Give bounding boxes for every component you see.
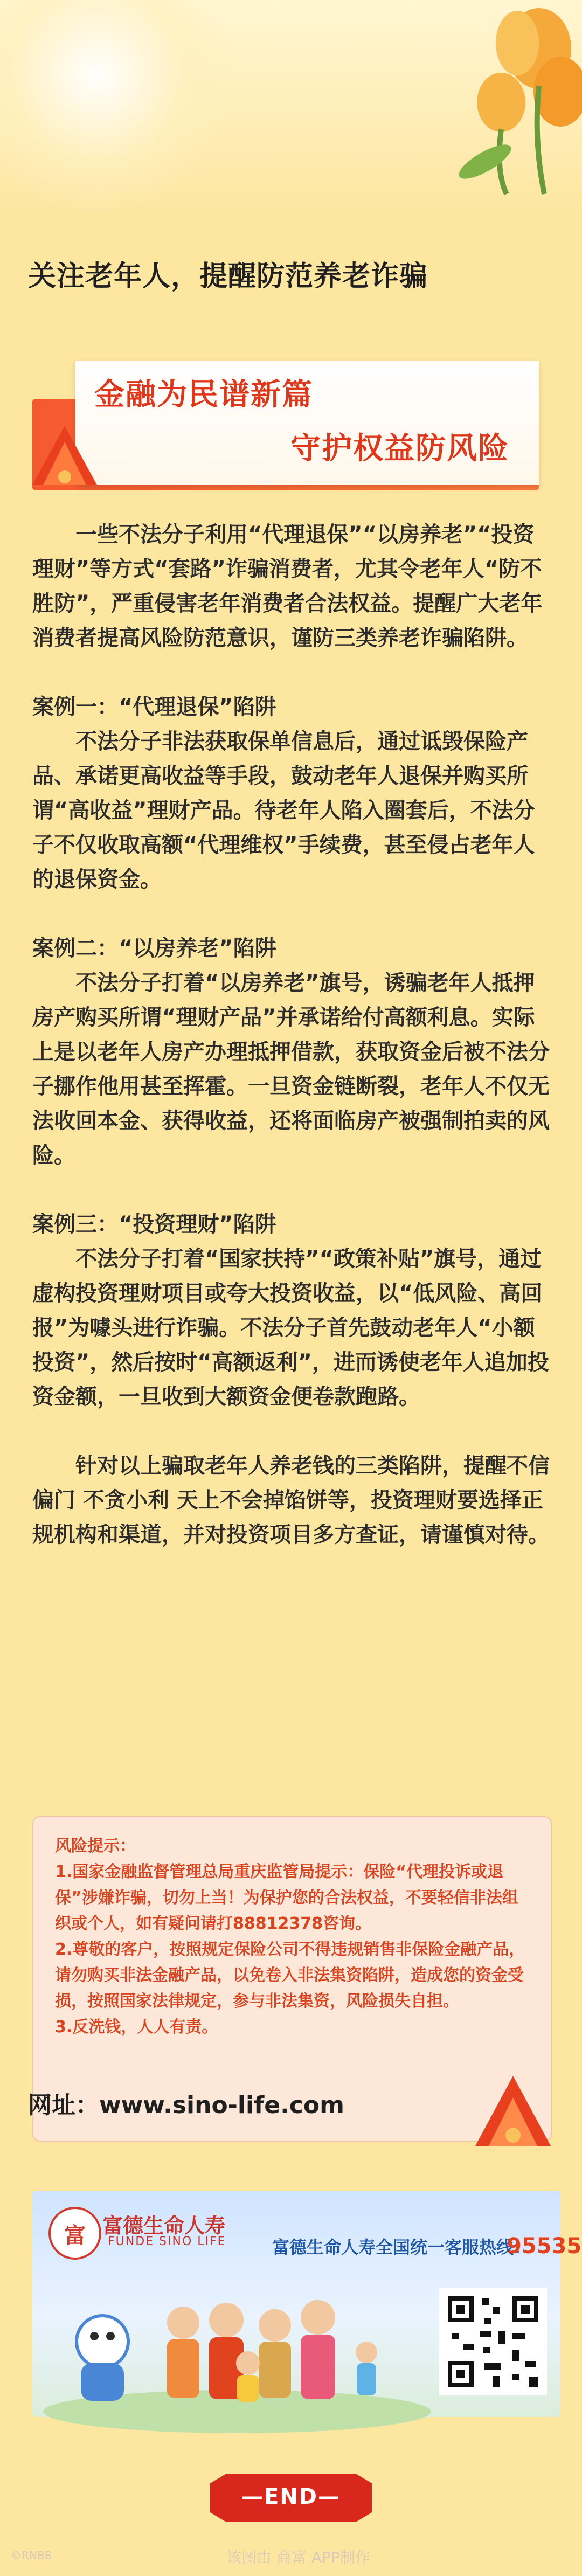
page-title: 关注老年人，提醒防范养老诈骗	[28, 260, 428, 293]
company-logo	[48, 2207, 101, 2260]
case-1-text: 不法分子非法获取保单信息后，通过诋毁保险产品、承诺更高收益等手段，鼓动老年人退保并购买所谓“高收益”理财产品。待老年人陷入圈套后，不法分子不仅收取高额“代理维权”手续费，甚至侵占老年人的退保资金。	[32, 729, 535, 892]
case-2-text: 不法分子打着“以房养老”旗号，诱骗老年人抵押房产购买所谓“理财产品”并承诺给付高额利息。实际上是以老年人房产办理抵押借款，获取资金后被不法分子挪作他用甚至挥霍。一旦资金链断裂，老年人不仅无法收回本金、获得收益，还将面临房产被强制拍卖的风险。	[32, 971, 550, 1168]
hotline-number: 95535	[507, 2234, 582, 2259]
tulip-flowers-icon	[420, 0, 582, 194]
end-label: —END—	[241, 2484, 341, 2509]
summary-paragraph: 针对以上骗取老年人养老钱的三类陷阱，提醒不信 偏门 不贪小利 天上不会掉馅饼等，投资理财要选择正规机构和渠道，并对投资项目多方查证，请谨慎对待。	[32, 1453, 550, 1547]
slogan-banner	[32, 334, 550, 517]
end-marker	[210, 2474, 372, 2522]
banner-line-1: 金融为民谱新篇	[94, 377, 313, 412]
header-illustration	[0, 0, 582, 216]
fan-ornament-icon	[27, 415, 102, 490]
banner-line-2: 守护权益防风险	[290, 431, 509, 466]
company-ad-card	[32, 2191, 582, 2417]
website-link[interactable]: 网址：www.sino-life.com	[28, 2092, 344, 2119]
article-body	[32, 517, 550, 1552]
watermark-right: 该图由 商富 APP制作	[226, 2549, 370, 2566]
risk-item-2: 2.尊敬的客户，按照规定保险公司不得违规销售非保险金融产品，请勿购买非法金融产品，以免卷入非法集资陷阱，造成您的资金受损，按照国家法律规定，参与非法集资，风险损失自担。	[55, 1940, 525, 2011]
risk-heading: 风险提示：	[55, 1837, 136, 1855]
logo-char: 富	[64, 2224, 86, 2248]
case-3-title: 案例三：“投资理财”陷阱	[32, 1212, 276, 1237]
case-1-title: 案例一：“代理退保”陷阱	[32, 695, 276, 719]
hotline-label: 富德生命人寿全国统一客服热线：	[272, 2237, 531, 2258]
watermark-left: ©RNBB	[11, 2549, 52, 2562]
intro-paragraph: 一些不法分子利用“代理退保”“以房养老”“投资理财”等方式“套路”诈骗消费者，尤其令老年人“防不胜防”，严重侵害老年消费者合法权益。提醒广大老年消费者提高风险防范意识，谨防三类养老诈骗陷阱。	[32, 522, 543, 650]
sunlight	[0, 0, 237, 216]
risk-item-1: 1.国家金融监督管理总局重庆监管局提示：保险“代理投诉或退保”涉嫌诈骗，切勿上当！为保护您的合法权益，不要轻信非法组织或个人，如有疑问请打88812378咨询。	[55, 1862, 518, 1933]
family-illustration	[43, 2272, 431, 2417]
brand-name-en: FUNDE SINO LIFE	[108, 2235, 226, 2248]
case-2-title: 案例二：“以房养老”陷阱	[32, 936, 276, 961]
risk-item-3: 3.反洗钱，人人有责。	[55, 2018, 218, 2037]
risk-notice-text	[55, 1833, 529, 2040]
watermark-bar	[0, 2533, 582, 2576]
case-3-text: 不法分子打着“国家扶持”“政策补贴”旗号，通过虚构投资理财项目或夸大投资收益，以“低风险、高回报”为噱头进行诈骗。不法分子首先鼓动老年人“小额投资”，然后按时“高额返利”，进而诱使老年人追加投资金额，一旦收到大额资金便卷款跑路。	[32, 1247, 549, 1409]
brand-name-cn: 富德生命人寿	[102, 2214, 226, 2238]
qr-code[interactable]	[439, 2288, 547, 2395]
fan-ornament-icon	[465, 2054, 562, 2151]
